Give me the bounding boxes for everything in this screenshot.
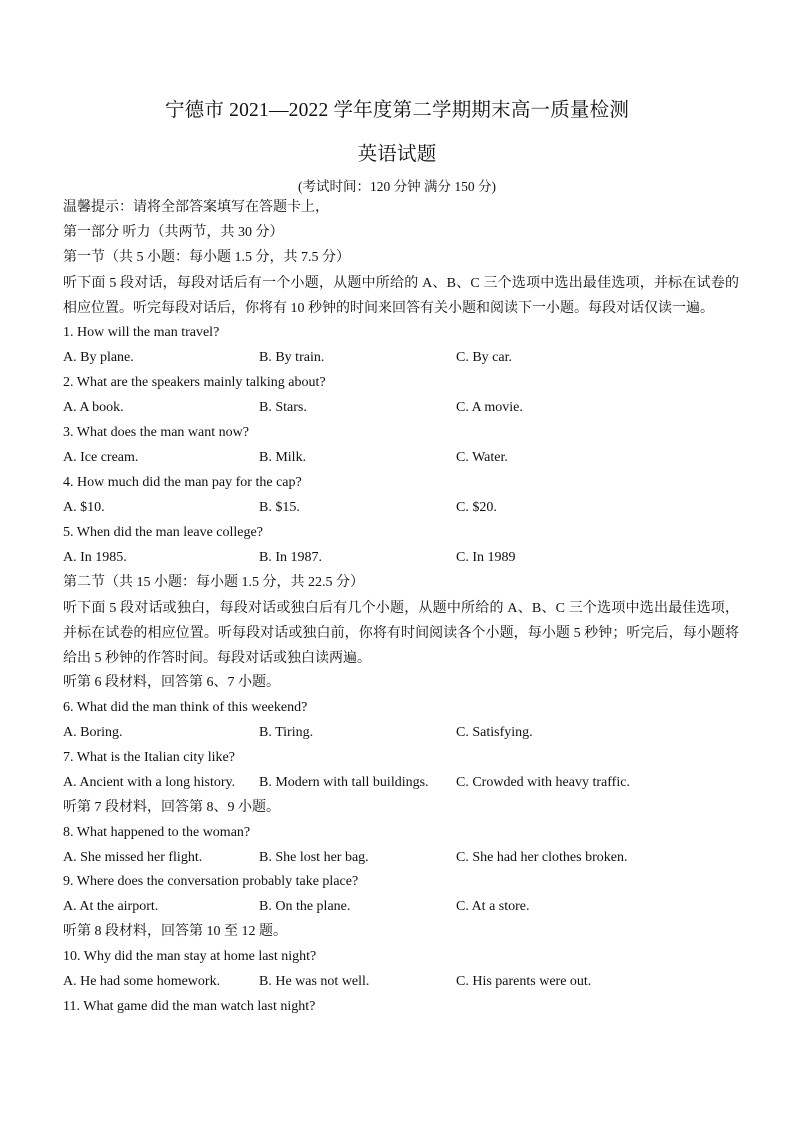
option-a: A. She missed her flight.: [63, 850, 203, 865]
question-4-options: [63, 499, 739, 517]
question-2: 2. What are the speakers mainly talking about?: [63, 375, 326, 390]
option-b: B. Milk.: [259, 450, 307, 465]
option-a: A. A book.: [63, 400, 124, 415]
option-c: C. In 1989: [456, 550, 516, 565]
question-7-options: [63, 774, 739, 792]
option-a: A. Ice cream.: [63, 450, 139, 465]
section2-instructions: 听下面 5 段对话或独白，每段对话或独白后有几个小题，从题中所给的 A、B、C 三个选项中选出最佳选项，并标在试卷的相应位置。听每段对话或独白前，你将有时间阅读各个小题，每小题 5 秒钟；听完后，每小题将给出 5 秒钟的作答时间。每段对话或独白读两遍。: [63, 601, 739, 666]
option-b: B. $15.: [259, 500, 300, 515]
option-a: A. Boring.: [63, 725, 123, 740]
option-c: C. His parents were out.: [456, 974, 592, 989]
option-b: B. On the plane.: [259, 899, 351, 914]
option-b: B. Modern with tall buildings.: [259, 775, 429, 790]
question-5: 5. When did the man leave college?: [63, 525, 263, 540]
material-8-heading: 听第 8 段材料，回答第 10 至 12 题。: [63, 924, 287, 939]
question-10-options: [63, 973, 739, 991]
section2-heading: 第二节（共 15 小题：每小题 1.5 分，共 22.5 分）: [63, 575, 364, 590]
option-c: C. Water.: [456, 450, 508, 465]
question-8-options: [63, 849, 739, 867]
question-1-options: [63, 349, 739, 367]
question-10: 10. Why did the man stay at home last night?: [63, 949, 317, 964]
option-b: B. In 1987.: [259, 550, 322, 565]
question-6: 6. What did the man think of this weekend?: [63, 700, 308, 715]
question-8: 8. What happened to the woman?: [63, 825, 251, 840]
section1-instructions: 听下面 5 段对话，每段对话后有一个小题，从题中所给的 A、B、C 三个选项中选出最佳选项，并标在试卷的相应位置。听完每段对话后，你将有 10 秒钟的时间来回答有关小题和阅读下一小题。每段对话仅读一遍。: [63, 276, 739, 316]
section1-heading: 第一节（共 5 小题：每小题 1.5 分，共 7.5 分）: [63, 250, 350, 265]
exam-subject-title: 英语试题: [357, 144, 437, 165]
option-b: B. By train.: [259, 350, 325, 365]
option-c: C. Satisfying.: [456, 725, 533, 740]
part1-heading: 第一部分 听力（共两节，共 30 分）: [63, 225, 284, 240]
question-9: 9. Where does the conversation probably take place?: [63, 874, 359, 889]
question-4: 4. How much did the man pay for the cap?: [63, 475, 302, 490]
notice-text: 温馨提示：请将全部答案填写在答题卡上，: [63, 200, 329, 215]
question-9-options: [63, 898, 739, 916]
question-2-options: [63, 399, 739, 417]
question-5-options: [63, 549, 739, 567]
option-a: A. $10.: [63, 500, 105, 515]
option-b: B. She lost her bag.: [259, 850, 369, 865]
question-7: 7. What is the Italian city like?: [63, 750, 235, 765]
exam-title: 宁德市 2021—2022 学年度第二学期期末高一质量检测: [164, 100, 630, 121]
exam-time-info: (考试时间：120 分钟 满分 150 分): [298, 179, 496, 194]
question-3-options: [63, 449, 739, 467]
option-b: B. Stars.: [259, 400, 307, 415]
option-b: B. Tiring.: [259, 725, 314, 740]
option-c: C. A movie.: [456, 400, 523, 415]
option-c: C. $20.: [456, 500, 497, 515]
option-a: A. In 1985.: [63, 550, 127, 565]
question-6-options: [63, 724, 739, 742]
option-a: A. Ancient with a long history.: [63, 775, 236, 790]
option-c: C. By car.: [456, 350, 512, 365]
question-3: 3. What does the man want now?: [63, 425, 249, 440]
option-a: A. At the airport.: [63, 899, 159, 914]
material-7-heading: 听第 7 段材料，回答第 8、9 小题。: [63, 800, 280, 815]
option-a: A. By plane.: [63, 350, 134, 365]
option-c: C. She had her clothes broken.: [456, 850, 628, 865]
option-b: B. He was not well.: [259, 974, 370, 989]
question-11: 11. What game did the man watch last night?: [63, 999, 316, 1014]
question-1: 1. How will the man travel?: [63, 325, 220, 340]
option-c: C. Crowded with heavy traffic.: [456, 775, 630, 790]
option-c: C. At a store.: [456, 899, 530, 914]
option-a: A. He had some homework.: [63, 974, 221, 989]
material-6-heading: 听第 6 段材料，回答第 6、7 小题。: [63, 675, 280, 690]
